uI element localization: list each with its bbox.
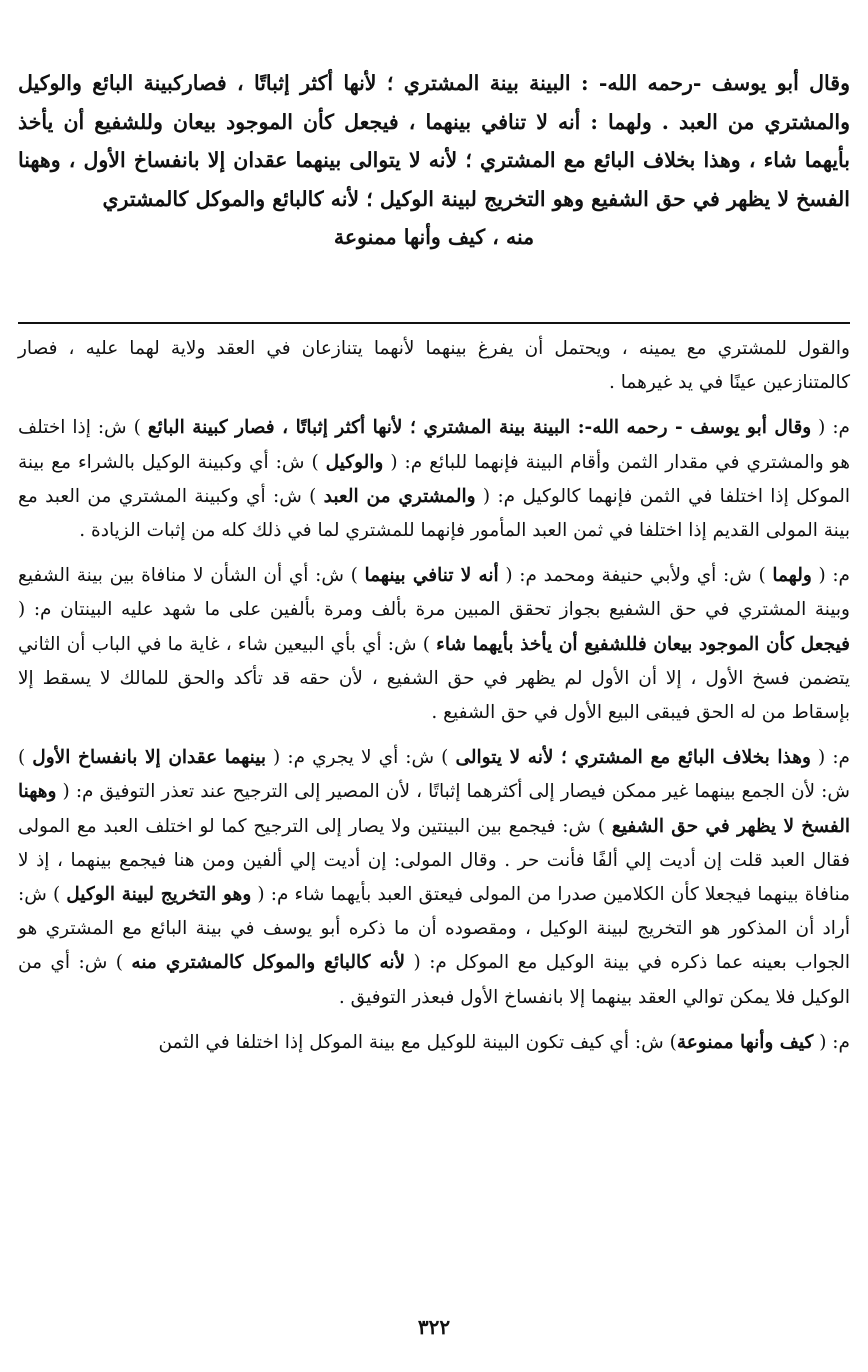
commentary-paragraph xyxy=(18,411,850,548)
quoted-matn-text: وههنا الفسخ لا يظهر في حق الشفيع xyxy=(18,781,851,837)
commentary-paragraph xyxy=(18,559,850,730)
main-text-block xyxy=(18,64,850,257)
quoted-matn-text: أنه لا تنافي بينهما xyxy=(364,565,499,587)
sharh-text: ) ش: أي بأي البيعين شاء ، غاية ما في الباب أن الثاني يتضمن فسخ الأول ، إلا أن الأول لم يظهر في حق الشفيع ، لأن حقه قد تأكد والحق للمالك لا يسقط إلا بإسقاط من له الحق فيبقى البيع الأول في حق الشفيع . xyxy=(18,633,850,724)
sharh-text: ) ش: أي من الوكيل فلا يمكن توالي العقد بينهما إلا بانفساخ الأول فبعذر التوفيق . xyxy=(18,952,850,1008)
sharh-text: ) ش: أي وكبينة الوكيل بالشراء مع بينة الموكل إذا اختلفا في الثمن فإنهما كالوكيل م: ( xyxy=(18,451,850,507)
sharh-text: ) ش: أي كيف تكون البينة للوكيل مع بينة الموكل إذا اختلفا في الثمن xyxy=(158,1031,677,1053)
main-text-body: وقال أبو يوسف -رحمه الله- : البينة بينة المشتري ؛ لأنها أكثر إثباتًا ، فصاركبينة البائع والوكيل والمشتري من العبد . ولهما : أنه لا تنافي بينهما ، فيجعل كأن الموجود بيعان وللشفيع أن يأخذ بأيهما شاء ، وهذا بخلاف البائع مع المشتري ؛ لأنه لا يتوالى بينهما عقدان إلا بانفساخ الأول ، وههنا الفسخ لا يظهر في حق الشفيع وهو التخريج لبينة الوكيل ؛ لأنه كالبائع والموكل كالمشتري xyxy=(18,71,850,211)
page-number: ٣٢٢ xyxy=(417,1315,451,1339)
sharh-text: ) ش: فيجمع بين البينتين ولا يصار إلى الترجيح كما لو اختلف العبد مع المولى فقال العبد قلت إن أديت إلي ألفًا فأنت حر . وقال المولى: إن أديت إلي ألفين ومن هنا فيجمع بينهما ، إذ لا منافاة بينهما فيجعلا كأن الكلامين صدرا من المولى فيعتق العبد بأيهما شاء م: ( xyxy=(18,815,850,906)
quoted-matn-text: فيجعل كأن الموجود بيعان فللشفيع أن يأخذ بأيهما شاء xyxy=(436,633,850,655)
sharh-text: م: ( xyxy=(811,417,851,439)
sharh-text: م: ( xyxy=(810,747,851,769)
quoted-matn-text: والمشتري من العبد xyxy=(323,485,476,507)
sharh-text: ) ش: أي أن الشأن لا منافاة بين بينة الشفيع وبينة المشتري في حق الشفيع بجواز تحقق المبين مرة بألف ومرة بألفين على ما شهد عليه البينتان م: ( xyxy=(18,565,850,621)
commentary-intro: والقول للمشتري مع يمينه ، ويحتمل أن يفرغ بينهما لأنهما يتنازعان في العقد ولاية لهما عليه ، فصار كالمتنازعين عينًا في يد غيرهما . xyxy=(18,338,850,394)
sharh-text: ) ش: إذا اختلف هو والمشتري في مقدار الثمن وأقام البينة فإنهما للبائع م: ( xyxy=(18,417,850,473)
commentary-paragraphs xyxy=(18,411,850,1060)
sharh-text: ) ش: أي ولأبي حنيفة ومحمد م: ( xyxy=(498,565,773,587)
commentary-paragraph xyxy=(18,1026,850,1060)
commentary-paragraph xyxy=(18,741,850,1015)
sharh-text: م: ( xyxy=(811,565,851,587)
sharh-text: ) ش: لأن الجمع بينهما غير ممكن فيصار إلى أكثرهما إثباتًا ، لأن المصير إلى الترجيح عند تعذر التوفيق م: ( xyxy=(18,747,850,803)
sharh-text: ) ش: أي لا يجري م: ( xyxy=(265,747,456,769)
main-text xyxy=(18,64,850,257)
sharh-text: ) ش: أي وكبينة المشتري من العبد مع بينة المولى القديم إذا اختلفا في ثمن العبد المأمور فإنهما للمشتري لما في ذلك كله من إثبات الزيادة . xyxy=(18,485,850,542)
footnote-divider xyxy=(18,322,850,324)
quoted-matn-text: لأنه كالبائع والموكل كالمشتري منه xyxy=(131,952,406,974)
quoted-matn-text: وهذا بخلاف البائع مع المشتري ؛ لأنه لا يتوالى xyxy=(455,747,811,769)
sharh-text: م: ( xyxy=(813,1031,850,1053)
quoted-matn-text: كيف وأنها ممنوعة xyxy=(676,1031,814,1053)
quoted-matn-text: ولهما xyxy=(772,565,812,587)
main-text-last-line: منه ، كيف وأنها ممنوعة xyxy=(333,225,535,249)
commentary-block xyxy=(18,332,850,1071)
quoted-matn-text: وقال أبو يوسف - رحمه الله-: البينة بينة المشتري ؛ لأنها أكثر إثباتًا ، فصار كبينة البائع xyxy=(147,417,812,439)
quoted-matn-text: والوكيل xyxy=(325,451,384,473)
quoted-matn-text: وهو التخريج لبينة الوكيل xyxy=(66,884,252,906)
quoted-matn-text: بينهما عقدان إلا بانفساخ الأول xyxy=(32,747,266,769)
sharh-text: ) ش: أراد أن المذكور هو التخريج لبينة الوكيل ، ومقصوده أن ما ذكره أبو يوسف في بينة البائع مع المشتري هو الجواب بعينه عما ذكره في بينة الوكيل مع الموكل م: ( xyxy=(18,884,851,974)
